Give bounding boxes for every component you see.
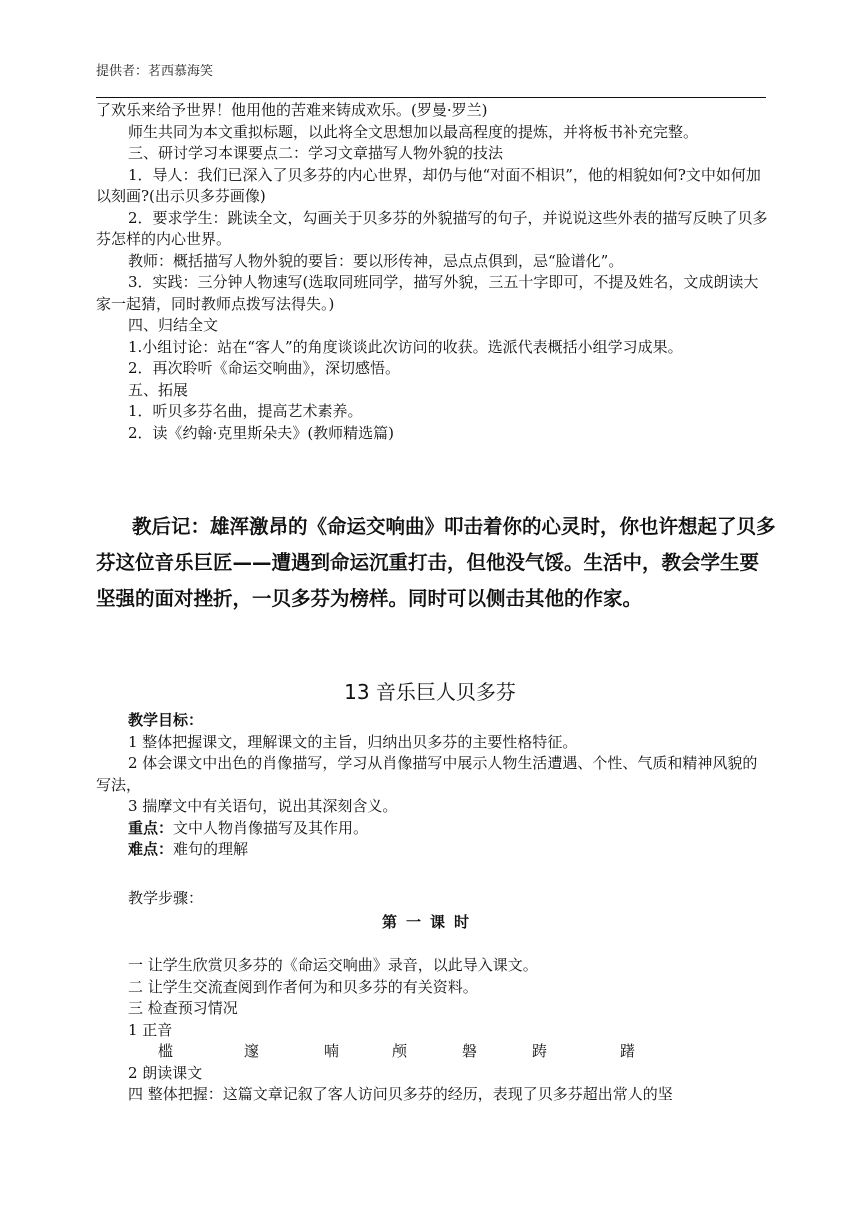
paragraph-line: 了欢乐来给予世界！他用他的苦难来铸成欢乐。(罗曼·罗兰) [96,101,488,119]
key-text: 文中人物肖像描写及其作用。 [173,818,369,837]
pronunciation-char: 磐 [462,1042,478,1060]
pronunciation-char: 颅 [392,1042,408,1060]
step-item: 2 朗读课文 [128,1063,203,1082]
afterword-text: 教后记：雄浑激昂的《命运交响曲》叩击着你的心灵时，你也许想起了贝多芬这位音乐巨匠——遭遇到命运沉重打击，但他没气馁。生活中，教会学生要坚强的面对挫折，一贝多芬为榜样。同时可以侧击其他的作家。 [96,515,776,610]
teaching-goals [96,710,768,861]
difficulty-point [96,839,768,861]
paragraph-line: 师生共同为本文重拟标题，以此将全文思想加以最高程度的提炼，并将板书补充完整。 [128,122,699,141]
paragraph-line: 3．实践：三分钟人物速写(选取同班同学，描写外貌，三五十字即可，不提及姓名，文成朗读大家一起猜，同时教师点拨写法得失。) [96,273,759,313]
lesson-title: 13 音乐巨人贝多芬 [344,680,516,704]
step-item: 二 让学生交流查阅到作者何为和贝多芬的有关资料。 [128,977,478,996]
afterword [96,509,776,617]
pronunciation-chars [128,1041,772,1063]
goal-item: 3 揣摩文中有关语句，说出其深刻含义。 [128,797,398,815]
lesson-continuation [96,100,768,444]
key-label: 重点： [128,818,174,837]
pronunciation-char: 踌 [532,1042,548,1060]
goal-item: 1 整体把握课文，理解课文的主旨，归纳出贝多芬的主要性格特征。 [128,732,578,751]
paragraph-line: 教师：概括描写人物外貌的要旨：要以形传神，忌点点俱到，忌“脸谱化”。 [128,251,624,270]
step-item: 1 正音 [128,1020,173,1039]
paragraph-line: 2．要求学生：跳读全文，勾画关于贝多芬的外貌描写的句子，并说说这些外表的描写反映了贝多芬怎样的内心世界。 [96,208,768,248]
paragraph-line: 三、研讨学习本课要点二：学习文章描写人物外貌的技法 [128,144,504,162]
step-item: 一 让学生欣赏贝多芬的《命运交响曲》录音，以此导入课文。 [128,956,538,974]
goals-label: 教学目标： [128,711,204,729]
teaching-steps [128,955,772,1106]
paragraph-line: 2．再次聆听《命运交响曲》，深切感悟。 [128,359,401,377]
difficulty-text: 难句的理解 [173,840,249,858]
difficulty-label: 难点： [128,840,174,858]
step-item: 三 检查预习情况 [128,999,238,1017]
pronunciation-char: 躇 [620,1042,636,1060]
steps-after-list [128,1063,772,1106]
paragraph-line: 1.小组讨论：站在“客人”的角度谈谈此次访问的收获。选派代表概括小组学习成果。 [128,337,683,356]
paragraph-line: 1．导人：我们已深入了贝多芬的内心世界，却仍与他“对面不相识”，他的相貌如何?文中如何加以刻画?(出示贝多芬画像) [96,165,761,205]
provider-header: 提供者：茗西慕海笑 [96,64,214,79]
steps-list [128,955,772,1041]
goal-item: 2 体会课文中出色的肖像描写，学习从肖像描写中展示人物生活遭遇、个性、气质和精神风貌的写法， [96,754,758,794]
goals-list [96,732,768,818]
period-title: 第一课时 [381,913,478,931]
pronunciation-char: 槛 [158,1042,174,1060]
step-item: 四 整体把握：这篇文章记叙了客人访问贝多芬的经历，表现了贝多芬超出常人的坚 [128,1085,673,1103]
paragraph-line: 四、归结全文 [128,316,219,334]
paragraph-line: 1．听贝多芬名曲，提高艺术素养。 [128,402,363,420]
steps-label: 教学步骤： [128,889,204,907]
paragraph-line: 2．读《约翰·克里斯朵夫》(教师精选篇) [128,423,395,442]
key-point [96,818,768,840]
pronunciation-char: 邃 [244,1042,260,1060]
pronunciation-char: 喃 [324,1042,340,1060]
paragraph-line: 五、拓展 [128,380,189,399]
header-rule [96,97,766,98]
